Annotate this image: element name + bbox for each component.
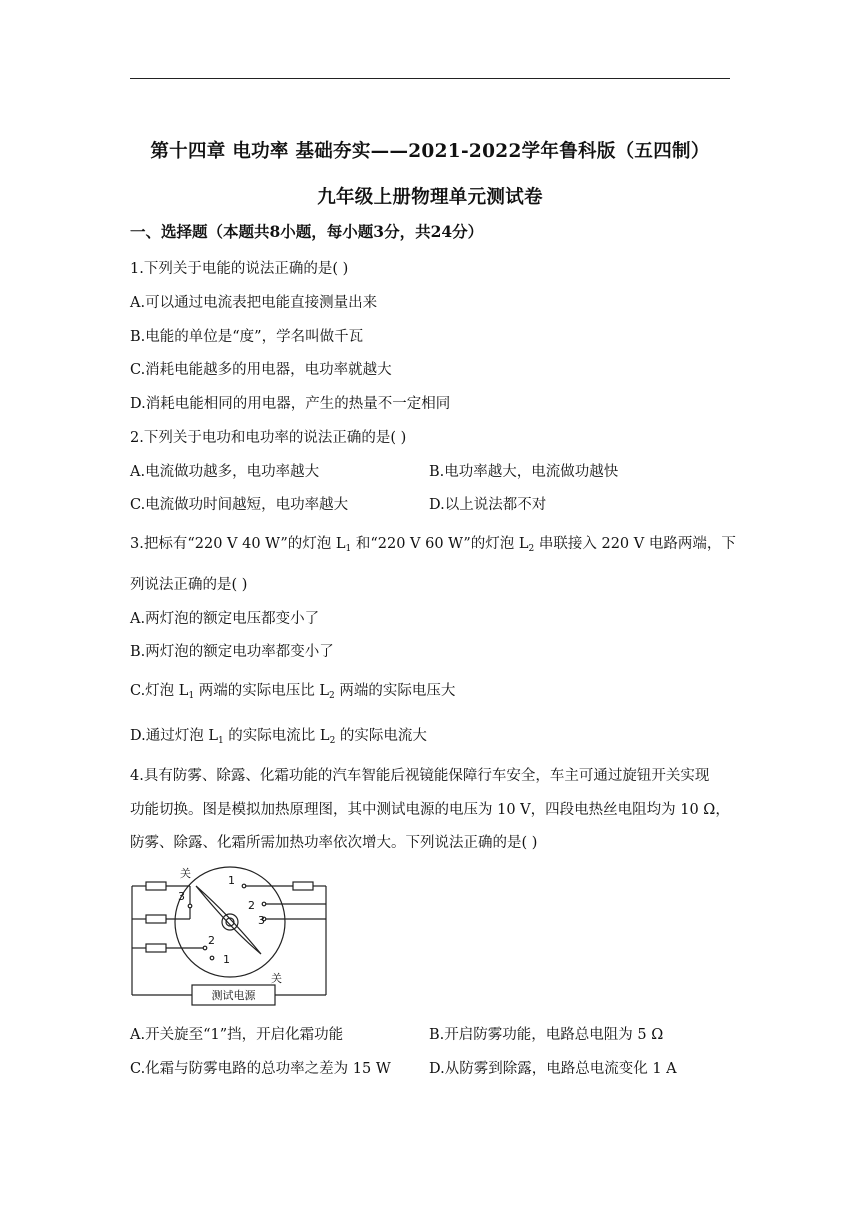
resistor-right (293, 882, 313, 890)
contact-3-right-label: 3 (258, 914, 265, 927)
q3-option-a: A.两灯泡的额定电压都变小了 (130, 611, 320, 627)
q3-stem-continued: 列说法正确的是( ) (130, 577, 248, 593)
resistor-left-2 (146, 915, 166, 923)
q4-stem-line2: 功能切换。图是模拟加热原理图，其中测试电源的电压为 10 V，四段电热丝电阻均为 10 Ω， (130, 802, 730, 818)
q4-option-c: C.化霜与防雾电路的总功率之差为 15 W (130, 1061, 391, 1077)
q1-option-b: B.电能的单位是“度”，学名叫做千瓦 (130, 329, 364, 345)
page-subtitle: 九年级上册物理单元测试卷 (317, 187, 543, 208)
q2-option-a: A.电流做功越多，电功率越大 (130, 464, 320, 480)
q1-option-c: C.消耗电能越多的用电器，电功率就越大 (130, 362, 392, 378)
contact-2-right-label: 2 (248, 899, 255, 912)
contact-3-left-label: 3 (178, 890, 185, 903)
q3-option-c: C.灯泡 $L_1$ 两端的实际电压比 $L_2$ 两端的实际电压大 (130, 683, 456, 701)
q1-option-a: A.可以通过电流表把电能直接测量出来 (130, 295, 378, 311)
resistor-left-1 (146, 882, 166, 890)
header-rule (130, 78, 730, 79)
q2-option-d: D.以上说法都不对 (429, 497, 547, 513)
q2-option-b: B.电功率越大，电流做功越快 (429, 464, 619, 480)
q4-option-a: A.开关旋至“1”挡，开启化霜功能 (130, 1027, 344, 1043)
heating-circuit-diagram (128, 864, 343, 1014)
section-heading: 一、选择题（本题共8小题，每小题3分，共24分） (130, 222, 484, 241)
q4-option-b: B.开启防雾功能，电路总电阻为 5 Ω (429, 1027, 664, 1043)
off-label-bottom: 关 (271, 972, 282, 985)
q3-stem: 3.把标有“220 V 40 W”的灯泡 $L_1$ 和“220 V 60 W”的灯泡 $L_2$ 串联接入 220 V 电路两端，下 (130, 536, 736, 554)
resistor-left-3 (146, 944, 166, 952)
q4-option-d: D.从防雾到除露，电路总电流变化 1 A (429, 1061, 677, 1077)
q2-option-c: C.电流做功时间越短，电功率越大 (130, 497, 349, 513)
q3-option-b: B.两灯泡的额定电功率都变小了 (130, 644, 334, 660)
q4-stem-line3: 防雾、除露、化霜所需加热功率依次增大。下列说法正确的是( ) (130, 835, 538, 851)
q1-stem: 1.下列关于电能的说法正确的是( ) (130, 261, 349, 277)
contact-2-left-label: 2 (208, 934, 215, 947)
q4-stem-line1: 4.具有防雾、除露、化霜功能的汽车智能后视镜能保障行车安全，车主可通过旋钮开关实现 (130, 768, 710, 784)
page-title: 第十四章 电功率 基础夯实——2021-2022学年鲁科版（五四制） (150, 141, 710, 162)
contact-1-left-label: 1 (223, 953, 230, 966)
rotary-blade (196, 886, 261, 954)
contact-1-right-label: 1 (228, 874, 235, 887)
q3-option-d: D.通过灯泡 $L_1$ 的实际电流比 $L_2$ 的实际电流大 (130, 728, 427, 746)
off-label-top: 关 (180, 867, 191, 880)
q2-stem: 2.下列关于电功和电功率的说法正确的是( ) (130, 430, 407, 446)
q1-option-d: D.消耗电能相同的用电器，产生的热量不一定相同 (130, 396, 451, 412)
test-power-label: 测试电源 (211, 989, 256, 1002)
